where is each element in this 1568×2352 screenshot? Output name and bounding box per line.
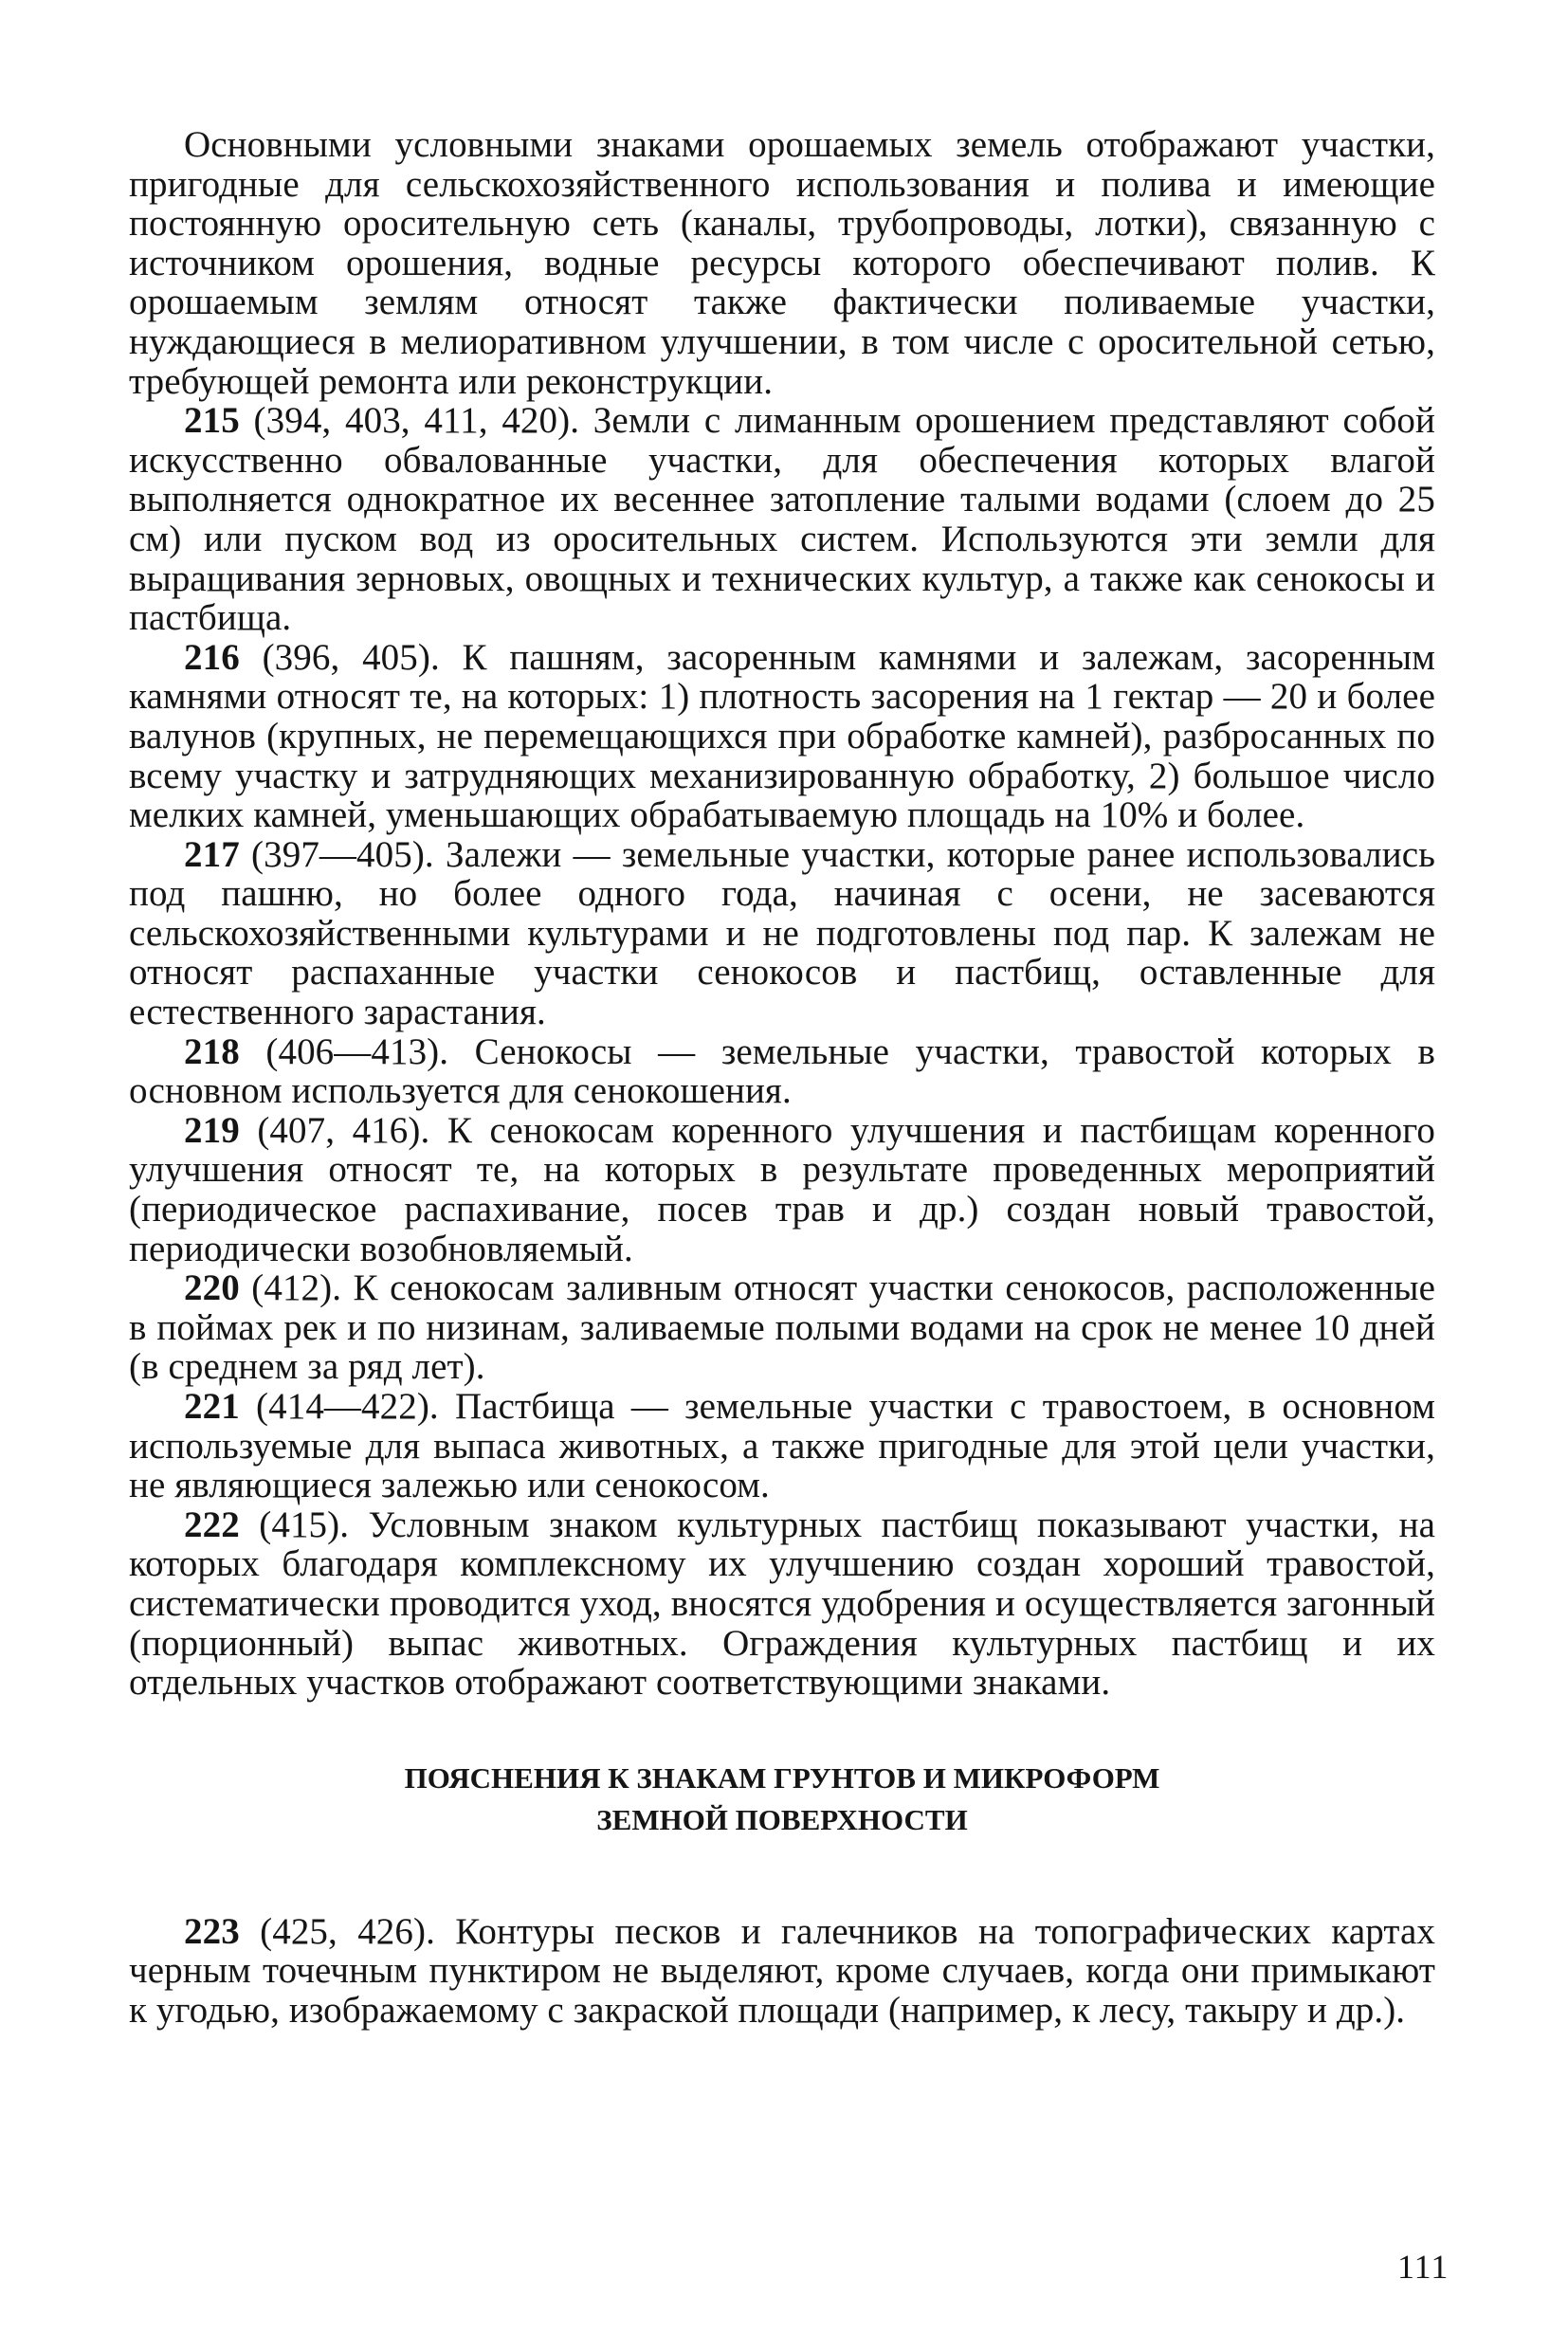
paragraph-223	[129, 1912, 1435, 2031]
paragraph-text: (425, 426). Контуры песков и галечников на топографических картах черным точечным пунктиром не выделяют, кроме случаев, когда они примыкают к угодью, изображаемому с закраской площади (например, к лесу, такыру и др.).	[129, 1910, 1435, 2031]
paragraph-220	[129, 1268, 1435, 1387]
paragraph-number: 222	[184, 1504, 240, 1545]
paragraph-217	[129, 835, 1435, 1032]
paragraph-215	[129, 401, 1435, 638]
paragraph-text: (406—413). Сенокосы — земельные участки, травостой которых в основном используется для сенокошения.	[129, 1030, 1435, 1112]
paragraph-222	[129, 1505, 1435, 1703]
paragraph-text: (407, 416). К сенокосам коренного улучшения и пастбищам коренного улучшения относят те, на которых в результате проведенных мероприятий (периодическое распахивание, посев трав и др.) создан новый травостой, периодически возобновляемый.	[129, 1109, 1435, 1269]
paragraph-number: 221	[184, 1386, 240, 1427]
paragraph-221	[129, 1387, 1435, 1505]
paragraph-number: 215	[184, 400, 240, 442]
paragraph-218	[129, 1032, 1435, 1111]
paragraph-216	[129, 638, 1435, 835]
paragraph-number: 220	[184, 1267, 240, 1309]
paragraph-text: Основными условными знаками орошаемых земель отображают участки, пригодные для сельскохозяйственного использования и полива и имеющие постоянную оросительную сеть (каналы, трубопроводы, лотки), связанную с источником орошения, водные ресурсы которого обеспечивают полив. К орошаемым землям относят также фактически поливаемые участки, нуждающиеся в мелиоративном улучшении, в том числе с оросительной сетью, требующей ремонта или реконструкции.	[129, 124, 1435, 402]
paragraph-number: 223	[184, 1910, 240, 1952]
page-number: 111	[1397, 2248, 1449, 2286]
paragraph-text: (412). К сенокосам заливным относят участки сенокосов, расположенные в поймах рек и по низинам, заливаемые полыми водами на срок не менее 10 дней (в среднем за ряд лет).	[129, 1267, 1435, 1388]
paragraph-number: 217	[184, 833, 240, 875]
section-heading-line-1: ПОЯСНЕНИЯ К ЗНАКАМ ГРУНТОВ И МИКРОФОРМ	[404, 1760, 1160, 1795]
section-heading	[129, 1758, 1435, 1841]
paragraph-text: (415). Условным знаком культурных пастбищ показывают участки, на которых благодаря комплексному их улучшению создан хороший травостой, систематически проводится уход, вносятся удобрения и осуществляется загонный (порционный) выпас животных. Ограждения культурных пастбищ и их отдельных участков отображают соответствующими знаками.	[129, 1504, 1435, 1704]
paragraph-text: (414—422). Пастбища — земельные участки с травостоем, в основном используемые для выпаса животных, а также пригодные для этой цели участки, не являющиеся залежью или сенокосом.	[129, 1386, 1435, 1506]
document-page	[129, 125, 1435, 2031]
paragraph-text: (396, 405). К пашням, засоренным камнями и залежам, засоренным камнями относят те, на которых: 1) плотность засорения на 1 гектар — 20 и более валунов (крупных, не перемещающихся при обработке камней), разбросанных по всему участку и затрудняющих механизированную обработку, 2) большое число мелких камней, уменьшающих обрабатываемую площадь на 10% и более.	[129, 636, 1435, 836]
paragraph-text: (394, 403, 411, 420). Земли с лиманным орошением представляют собой искусственно обвалованные участки, для обеспечения которых влагой выполняется однократное их весеннее затопление талыми водами (слоем до 25 см) или пуском вод из оросительных систем. Используются эти земли для выращивания зерновых, овощных и технических культур, а также как сенокосы и пастбища.	[129, 400, 1435, 639]
paragraph-219	[129, 1111, 1435, 1268]
paragraph-text: (397—405). Залежи — земельные участки, которые ранее использовались под пашню, но более одного года, начиная с осени, не засеваются сельскохозяйственными культурами и не подготовлены под пар. К залежам не относят распаханные участки сенокосов и пастбищ, оставленные для естественного зарастания.	[129, 833, 1435, 1033]
paragraph-irrigated-lands	[129, 125, 1435, 401]
paragraph-number: 216	[184, 636, 240, 678]
section-heading-line-2: ЗЕМНОЙ ПОВЕРХНОСТИ	[596, 1802, 968, 1836]
paragraph-number: 219	[184, 1109, 240, 1151]
paragraph-number: 218	[184, 1030, 240, 1072]
